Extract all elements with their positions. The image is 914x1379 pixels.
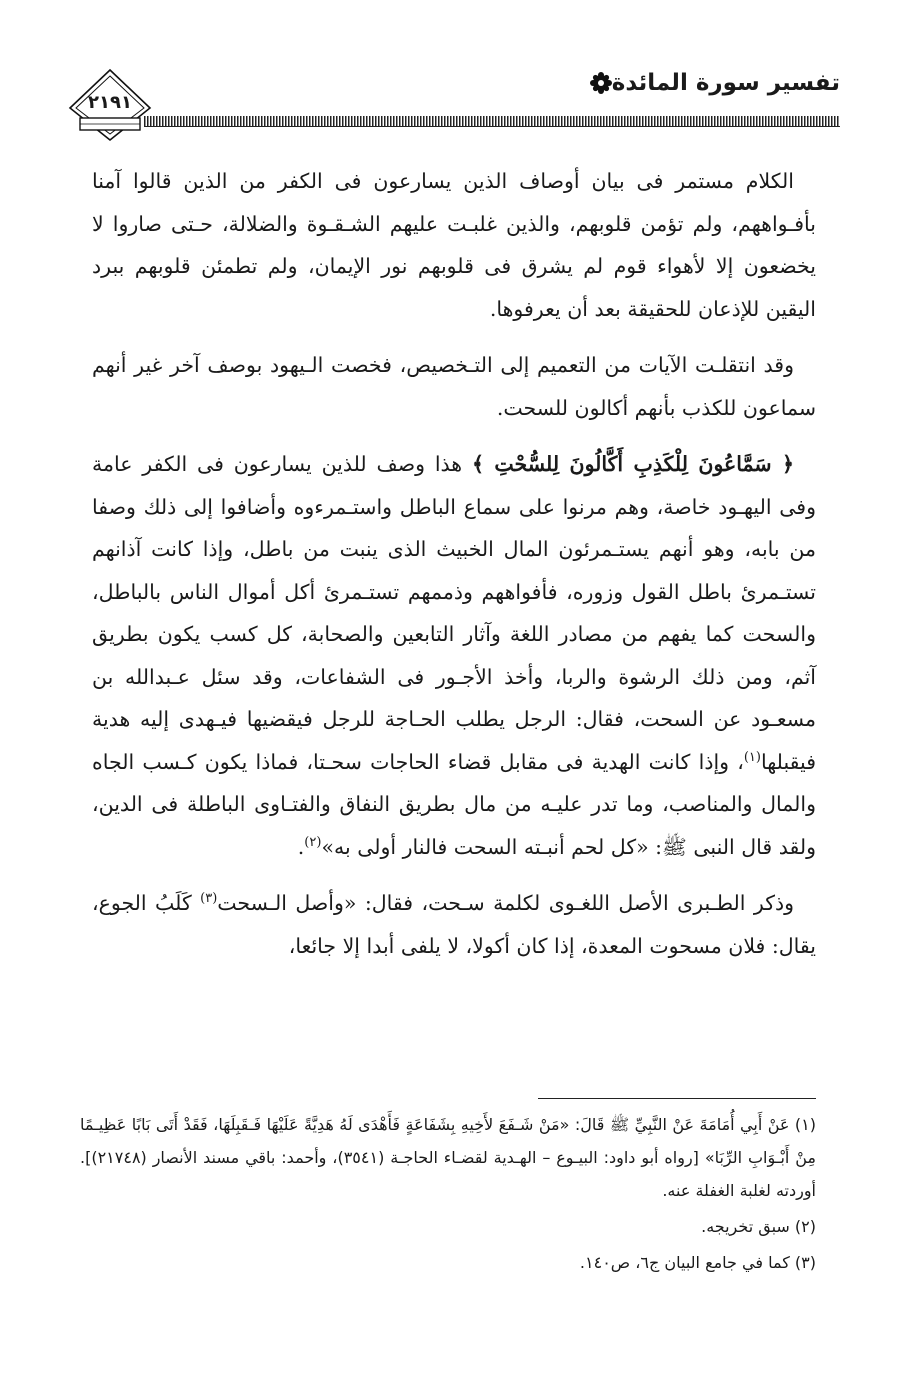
paragraph <box>92 443 816 868</box>
running-title <box>578 70 840 96</box>
main-text <box>92 160 816 981</box>
paragraph-text: وذكر الطـبرى الأصل اللغـوى لكلمة سـحت، فقال: «وأصل الـسحت <box>217 891 794 915</box>
paragraph-text: كَلَبُ الجوع، يقال: فلان مسحوت المعدة، إذا كان أكولا، لا يلفى أبدا إلا جائعا، <box>92 891 816 958</box>
header-rule <box>144 116 840 126</box>
paragraph <box>92 344 816 429</box>
footnotes <box>80 1108 816 1282</box>
quranic-verse: ﴿ سَمَّاعُونَ لِلْكَذِبِ أَكَّالُونَ لِلسُّحْتِ ﴾ <box>471 452 794 476</box>
page-number-badge <box>68 68 152 144</box>
footnote-divider <box>538 1098 816 1099</box>
paragraph-text: وقد انتقلـت الآيات من التعميم إلى التـخصيص، فخصت الـيهود بوصف آخر غير أنهم سماعون للكذب بأنهم أكالون للسحت. <box>92 353 816 420</box>
footnote: (٣) كما في جامع البيان ج٦، ص١٤٠. <box>579 1253 816 1272</box>
footnote-ref[interactable]: (١) <box>743 749 761 765</box>
footnote: (٢) سبق تخريجه. <box>701 1217 816 1236</box>
page-header <box>60 64 840 144</box>
header-title: تفسير سورة المائدة <box>611 70 840 96</box>
paragraph <box>92 160 816 330</box>
header-rule-line <box>144 126 840 127</box>
footnote-ref[interactable]: (٣) <box>200 891 218 907</box>
page-number: ٢١٩١ <box>88 92 132 113</box>
paragraph-text: . <box>297 834 305 859</box>
flower-ornament-icon <box>590 72 612 94</box>
paragraph-text: الكلام مستمر فى بيان أوصاف الذين يسارعون فى الكفر من الذين قالوا آمنا بأفـواههم، ولم تؤمن قلوبهم، والذين غلبـت عليهم الشـقـوة والضلالة، حـتى صاروا لا يخضعون إلا لأهواء قوم لم يشرق فى قلوبهم نور الإيمان، ولم تطمئن قلوبهم ببرد اليقين للإذعان للحقيقة بعد أن يعرفوها. <box>92 169 816 321</box>
paragraph-text: هذا وصف للذين يسارعون فى الكفر عامة وفى اليهـود خاصة، وهم مرنوا على سماع الباطل واستـمرءوه وأضافوا إلى ذلك وصفا من بابه، وهو أنهم يستـمرئون المال الخبيث الذى ينبت من باطل، وإذا كانت آذانهم تستـمرئ باطل القول وزوره، فأفواههم وذممهم تستـمرئ أكل أموال الناس بالباطل، والسحت كما يفهم من مصادر اللغة وآثار التابعين والصحابة، كل كسب يكون بطريق آثم، ومن ذلك الرشوة والربا، وأخذ الأجـور فى الشفاعات، وقد سئل عـبدالله بن مسعـود عن السحت، فقال: الرجل يطلب الحـاجة للرجل فيقضيها فيـهدى إليه هدية فيقبلها <box>92 452 816 774</box>
footnote: (١) عَنْ أَبِي أُمَامَةَ عَنْ النَّبِيِّ ﷺ قَالَ: «مَنْ شَـفَعَ لأَخِيهِ بِشَفَاعَةٍ فَأَهْدَى لَهُ هَدِيَّةً عَلَيْهَا فَـقَبِلَهَا، فَقَدْ أَتَى بَابًا عَظِيـمًا مِنْ أَبْـوَابِ الرِّبَا» [رواه أبو داود: البيـوع – الهـدية لقضـاء الحاجـة (٣٥٤١)، وأحمد: باقي مسند الأنصار (٢١٧٤٨)]. أوردته لغلبة الغفلة عنه. <box>80 1115 816 1200</box>
paragraph-text: ، وإذا كانت الهدية فى مقابل قضاء الحاجات سحـتا، فماذا يكون كـسب الجاه والمال والمناصب، وما تدر عليـه من مال بطريق النفاق والفتـاوى الباطلة فى الدين، ولقد قال النبى ﷺ: «كل لحم أنبـته السحت فالنار أولى به» <box>92 749 816 859</box>
footnote-ref[interactable]: (٢) <box>304 834 322 850</box>
paragraph <box>92 882 816 967</box>
